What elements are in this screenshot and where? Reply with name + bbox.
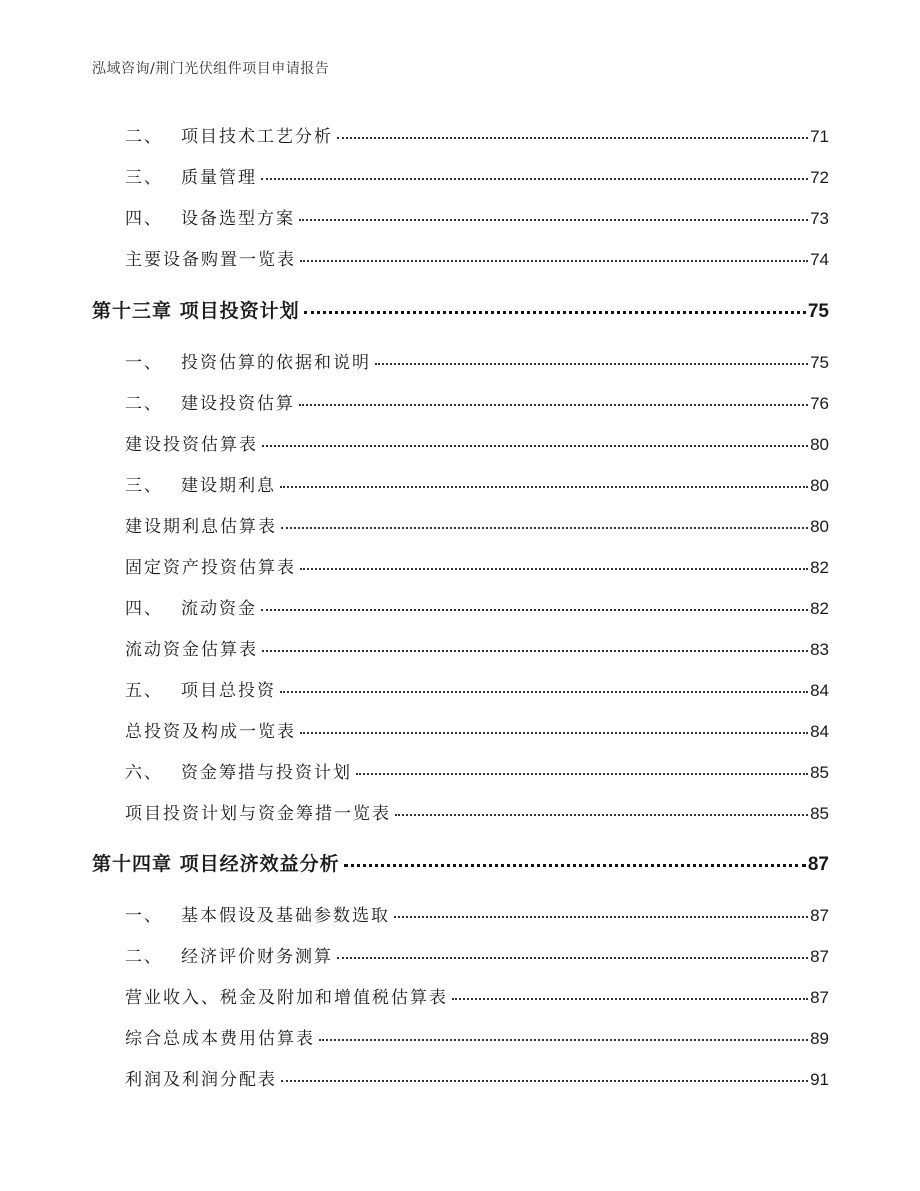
toc-entry-text: 设备选型方案	[181, 209, 295, 229]
toc-page-number: 74	[810, 250, 829, 269]
toc-page-number: 80	[810, 476, 829, 495]
dot-leader	[300, 260, 808, 262]
toc-entry[interactable]	[125, 122, 829, 147]
toc-entry[interactable]	[125, 553, 829, 578]
toc-entry-title	[125, 1065, 277, 1090]
toc-page-number: 80	[810, 435, 829, 454]
dot-leader	[337, 137, 808, 139]
dot-leader	[262, 445, 808, 447]
toc-entry-title	[125, 676, 276, 701]
dot-leader	[280, 486, 808, 488]
toc-entry-number: 二、	[125, 394, 163, 414]
toc-entry-title	[125, 758, 352, 783]
toc-entry-text: 营业收入、税金及附加和增值税估算表	[125, 988, 448, 1008]
toc-entry[interactable]	[125, 1024, 829, 1049]
toc-entry-text: 流动资金估算表	[125, 640, 258, 660]
toc-page-number: 84	[810, 681, 829, 700]
dot-leader	[261, 178, 808, 180]
toc-chapter-title: 第十三章 项目投资计划	[92, 300, 300, 322]
toc-entry[interactable]	[125, 245, 829, 270]
dot-leader	[299, 404, 808, 406]
toc-entry-title	[125, 983, 448, 1008]
toc-entry-title	[125, 553, 296, 578]
toc-entry-text: 投资估算的依据和说明	[181, 353, 371, 373]
toc-entry-text: 建设期利息估算表	[125, 517, 277, 537]
dot-leader	[261, 609, 808, 611]
toc-entry-title	[125, 594, 257, 619]
toc-entry[interactable]	[125, 163, 829, 188]
dot-leader	[300, 732, 808, 734]
dot-leader	[375, 363, 808, 365]
toc-entry-title	[125, 635, 258, 660]
toc-chapter-title: 第十四章 项目经济效益分析	[92, 853, 340, 875]
toc-entry-title	[125, 245, 296, 270]
toc-page-number: 87	[810, 906, 829, 925]
toc-entry-text: 基本假设及基础参数选取	[181, 906, 390, 926]
toc-entry-title	[125, 348, 371, 373]
dot-leader	[299, 219, 808, 221]
toc-entry-number: 三、	[125, 168, 163, 188]
toc-entry[interactable]	[125, 389, 829, 414]
toc-page-number: 87	[810, 988, 829, 1007]
dot-leader	[337, 957, 808, 959]
toc-page-number: 82	[810, 558, 829, 577]
toc-entry-text: 流动资金	[181, 599, 257, 619]
toc-entry[interactable]	[125, 430, 829, 455]
toc-page-number: 76	[810, 394, 829, 413]
toc-entry-number: 二、	[125, 947, 163, 967]
toc-entry[interactable]	[125, 799, 829, 824]
toc-page-number: 72	[810, 168, 829, 187]
toc-entry-title	[125, 389, 295, 414]
toc-entry[interactable]	[125, 942, 829, 967]
toc-entry-number: 四、	[125, 599, 163, 619]
toc-page-number: 84	[810, 722, 829, 741]
toc-entry-text: 项目投资计划与资金筹措一览表	[125, 804, 391, 824]
toc-entry-title	[125, 942, 333, 967]
toc-page-number: 83	[810, 640, 829, 659]
toc-entry-title	[125, 204, 295, 229]
toc-entry-title	[125, 471, 276, 496]
toc-page-number: 82	[810, 599, 829, 618]
toc-entry-title	[125, 430, 258, 455]
toc-entry-text: 项目总投资	[181, 681, 276, 701]
toc-entry-number: 一、	[125, 906, 163, 926]
toc-chapter-entry[interactable]	[92, 296, 829, 323]
dot-leader	[300, 568, 808, 570]
toc-entry-text: 总投资及构成一览表	[125, 722, 296, 742]
toc-entry-number: 二、	[125, 127, 163, 147]
dot-leader	[262, 650, 808, 652]
toc-entry-text: 综合总成本费用估算表	[125, 1029, 315, 1049]
toc-entry[interactable]	[125, 758, 829, 783]
dot-leader	[281, 1080, 808, 1082]
toc-entry[interactable]	[125, 676, 829, 701]
toc-entry[interactable]	[125, 512, 829, 537]
toc-page-number: 75	[810, 353, 829, 372]
toc-entry-text: 建设投资估算表	[125, 435, 258, 455]
toc-page-number: 87	[810, 947, 829, 966]
toc-entry-text: 质量管理	[181, 168, 257, 188]
toc-entry[interactable]	[125, 1065, 829, 1090]
dot-leader	[452, 998, 808, 1000]
toc-entry-text: 利润及利润分配表	[125, 1070, 277, 1090]
toc-entry-title	[125, 512, 277, 537]
toc-page-number: 75	[807, 301, 829, 322]
toc-entry-title	[125, 1024, 315, 1049]
toc-chapter-entry[interactable]	[92, 849, 829, 876]
toc-entry-number: 一、	[125, 353, 163, 373]
dot-leader	[394, 916, 808, 918]
toc-entry-number: 四、	[125, 209, 163, 229]
toc-page-number: 73	[810, 209, 829, 228]
dot-leader	[280, 691, 808, 693]
toc-entry-text: 项目技术工艺分析	[181, 127, 333, 147]
toc-entry[interactable]	[125, 717, 829, 742]
toc-entry-text: 固定资产投资估算表	[125, 558, 296, 578]
dot-leader	[395, 814, 808, 816]
toc-entry-text: 资金筹措与投资计划	[181, 763, 352, 783]
toc-entry[interactable]	[125, 983, 829, 1008]
toc-entry-number: 三、	[125, 476, 163, 496]
toc-entry-number: 五、	[125, 681, 163, 701]
toc-entry-title	[125, 717, 296, 742]
toc-entry[interactable]	[125, 348, 829, 373]
toc-page-number: 71	[810, 127, 829, 146]
dot-leader	[281, 527, 808, 529]
toc-page-number: 91	[810, 1070, 829, 1089]
toc-entry[interactable]	[125, 204, 829, 229]
toc-entry[interactable]	[125, 635, 829, 660]
toc-page-number: 85	[810, 763, 829, 782]
toc-entry[interactable]	[125, 901, 829, 926]
dot-leader	[344, 864, 806, 867]
dot-leader	[304, 311, 806, 314]
toc-entry[interactable]	[125, 471, 829, 496]
toc-entry-text: 经济评价财务测算	[181, 947, 333, 967]
toc-entry-title	[125, 163, 257, 188]
toc-entry-text: 建设期利息	[181, 476, 276, 496]
toc-page-number: 80	[810, 517, 829, 536]
toc-page-number: 89	[810, 1029, 829, 1048]
toc-entry-title	[125, 799, 391, 824]
toc-entry-title	[125, 122, 333, 147]
toc-page-number: 87	[807, 854, 829, 875]
toc-page-number: 85	[810, 804, 829, 823]
toc-entry-number: 六、	[125, 763, 163, 783]
toc-entry-title	[125, 901, 390, 926]
toc-entry-text: 建设投资估算	[181, 394, 295, 414]
toc-entry-text: 主要设备购置一览表	[125, 250, 296, 270]
toc-entry[interactable]	[125, 594, 829, 619]
dot-leader	[319, 1039, 808, 1041]
running-header: 泓域咨询/荆门光伏组件项目申请报告	[92, 61, 330, 77]
dot-leader	[356, 773, 808, 775]
